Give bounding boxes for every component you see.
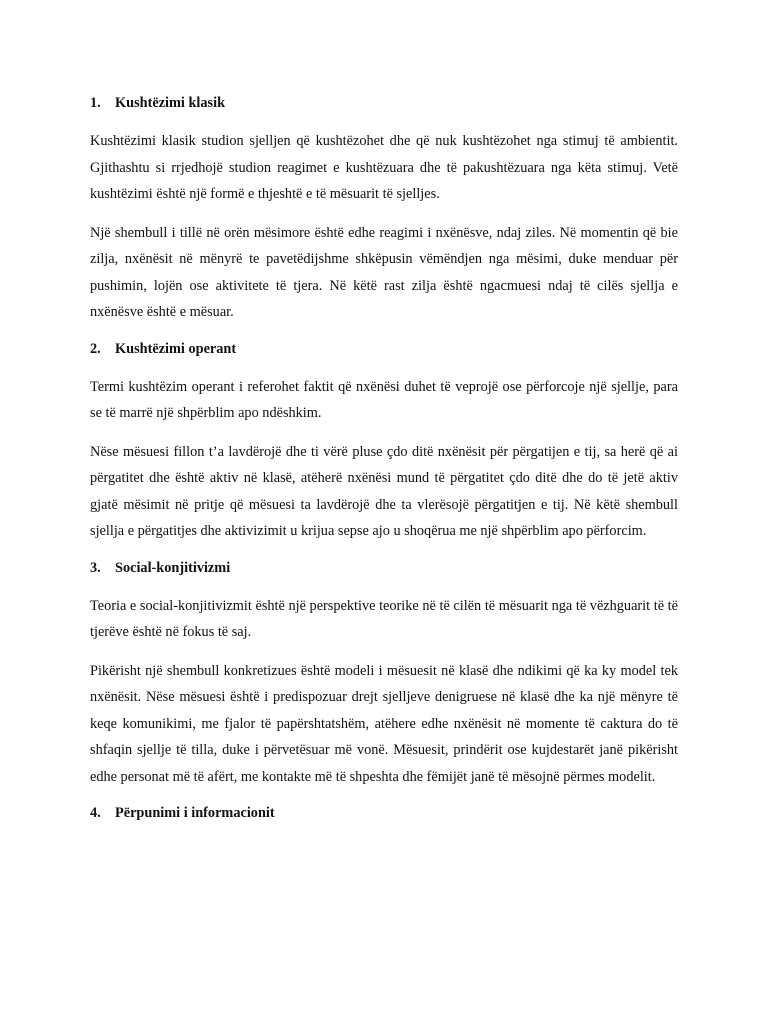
paragraph: Termi kushtëzim operant i referohet faktit që nxënësi duhet të veprojë ose përforcoje një sjellje, para se të marrë një shpërblim apo ndëshkim. — [90, 378, 678, 421]
section-title: Social-konjitivizmi — [115, 559, 231, 576]
paragraph: Pikërisht një shembull konkretizues është modeli i mësuesit në klasë dhe ndikimi që ka ky model tek nxënësit. Nëse mësuesi është i predispozuar drejt sjelljeve denigruese në klasë dhe ka një mënyre të keqe komunikimi, me fjalor të papërshtatshëm, atëhere edhe nxënësit në momente të caktura do të shfaqin sjellje të tilla, duke i përvetësuar më vonë. Mësuesit, prindërit ose kujdestarët janë pikërisht edhe personat më të afërt, me kontakte më të shpeshta dhe fëmijët janë të mësojnë përmes modelit. — [90, 662, 678, 785]
section-heading — [90, 802, 678, 824]
section-heading — [90, 557, 678, 579]
section-heading — [90, 92, 678, 114]
paragraph: Kushtëzimi klasik studion sjelljen që kushtëzohet dhe që nuk kushtëzohet nga stimuj të ambientit. Gjithashtu si rrjedhojë studion reagimet e kushtëzuara dhe të pakushtëzuara nga këta stimuj. Vetë kushtëzimi është një formë e thjeshtë e të mësuarit të sjelljes. — [90, 133, 678, 202]
section-number: 3. — [90, 559, 101, 576]
section-title: Përpunimi i informacionit — [115, 805, 275, 821]
paragraph: Nëse mësuesi fillon t’a lavdërojë dhe ti vërë pluse çdo ditë nxënësit për përgatijen e tij, sa herë që ai përgatitet dhe është aktiv në klasë, atëherë nxënësi mund të përgatitet çdo ditë dhe do të jetë aktiv gjatë mësimit në pritje që mësuesi ta lavdërojë dhe ta vlerësojë përgatitjen e tij. Në këtë shembull sjellja e përgatitjes dhe aktivizimit u krijua sepse ajo u shoqërua me një shpërblim apo përforcim. — [90, 443, 678, 539]
section-number: 2. — [90, 340, 101, 357]
section-heading — [90, 338, 678, 360]
document-page — [90, 92, 678, 838]
section-number: 1. — [90, 95, 101, 111]
paragraph: Teoria e social-konjitivizmit është një perspektive teorike në të cilën të mësuarit nga të vëzhguarit të të tjerëve është në fokus të saj. — [90, 597, 678, 640]
paragraph: Një shembull i tillë në orën mësimore është edhe reagimi i nxënësve, ndaj ziles. Në momentin që bie zilja, nxënësit në mënyrë te pavetëdijshme shkëpusin vëmëndjen nga mësimi, duke menduar për pushimin, lojën ose aktivitete të tjera. Në këtë rast zilja është ngacmuesi ndaj të cilës sjellja e nxënësve është e mësuar. — [90, 224, 678, 320]
section-title: Kushtëzimi klasik — [115, 95, 226, 111]
section-title: Kushtëzimi operant — [115, 340, 237, 357]
section-number: 4. — [90, 805, 101, 821]
